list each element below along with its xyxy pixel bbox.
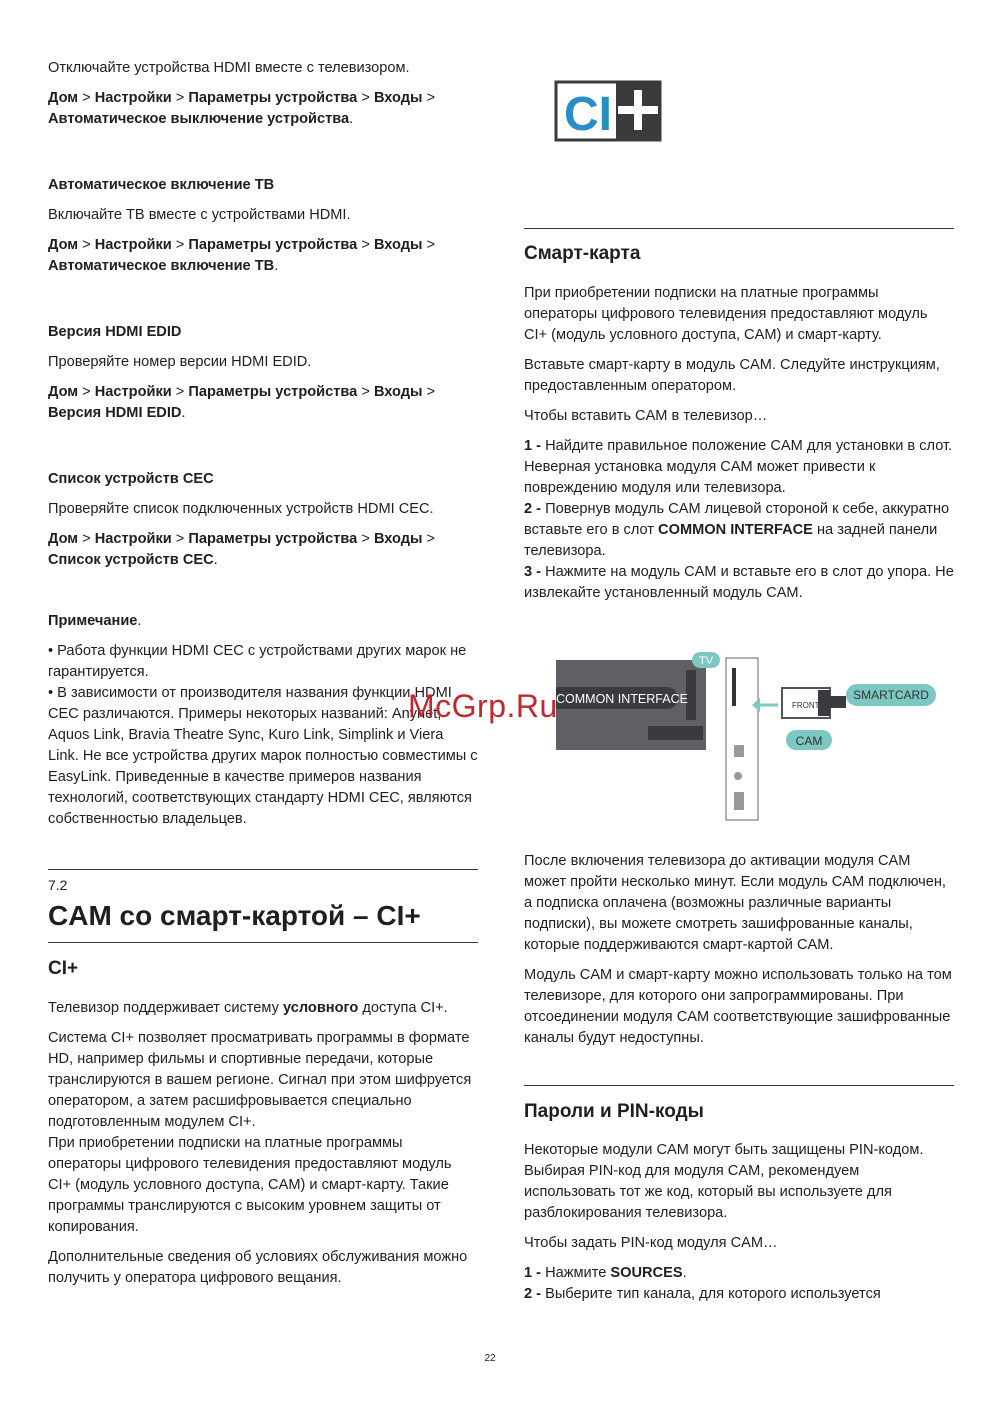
hdmi-edid-text: Проверяйте номер версии HDMI EDID. [48, 354, 312, 370]
ci-paragraph-3: При приобретении подписки на платные программы операторы цифрового телевидения предоставляют модуль CI+ (модуль условного доступа, CAM) и смарт-карту. Такие программы транслируются с высоким уровнем защиты от копирования. [48, 1135, 452, 1235]
ci-plus-logo-graphic [554, 80, 664, 144]
pin-heading: Пароли и PIN-коды [524, 1101, 704, 1122]
after-paragraph-1: После включения телевизора до активации модуля CAM может пройти несколько минут. Если модуль CAM подключен, а подписка оплачена (возможны различные варианты подписки), вы можете смотреть зашифрованные каналы, которые поддерживаются смарт-картой CAM. [524, 853, 946, 953]
pin-body [524, 1140, 954, 1305]
menu-path-auto-off: Дом > Настройки > Параметры устройства > Входы > Автоматическое выключение устройства. [48, 90, 436, 127]
common-interface-label: COMMON INTERFACE [556, 692, 688, 706]
pin-step-1: 1 - Нажмите SOURCES. [524, 1265, 687, 1281]
after-paragraph-2: Модуль CAM и смарт-карту можно использовать только на том телевизоре, для которого они запрограммированы. При отсоединении модуля CAM соответствующие зашифрованные каналы будут недоступны. [524, 967, 952, 1046]
smartcard-paragraph-1: При приобретении подписки на платные программы операторы цифрового телевидения предоставляют модуль CI+ (модуль условного доступа, CAM) и смарт-карту. [524, 285, 928, 343]
smartcard-paragraph-2: Вставьте смарт-карту в модуль CAM. Следуйте инструкциям, предоставленным оператором. [524, 357, 940, 394]
step-3: 3 - Нажмите на модуль CAM и вставьте его в слот до упора. Не извлекайте установленный модуль CAM. [524, 564, 954, 601]
pin-divider [524, 1085, 954, 1086]
smartcard-heading: Смарт-карта [524, 243, 641, 264]
ci-paragraph-2: Система CI+ позволяет просматривать программы в формате HD, например фильмы и спортивные передачи, которые транслируются в вашем регионе. Сигнал при этом шифруется оператором, а затем расшифровывается специально подготовленным модулем CI+. [48, 1030, 472, 1130]
menu-path-cec: Дом > Настройки > Параметры устройства > Входы > Список устройств CEC. [48, 531, 436, 568]
note-heading: Примечание. [48, 613, 142, 629]
ci-plus-logo [554, 80, 664, 144]
ci-body [48, 998, 478, 1289]
cam-label: CAM [795, 734, 823, 748]
ci-heading: CI+ [48, 958, 79, 979]
hdmi-off-text: Отключайте устройства HDMI вместе с телевизором. [48, 60, 410, 76]
auto-tv-on-heading: Автоматическое включение ТВ [48, 177, 275, 193]
page-number: 22 [484, 1353, 496, 1364]
note-bullet-2: • В зависимости от производителя названия функции HDMI CEC различаются. Примеры некоторых названий: Anynet, Aquos Link, Bravia Theatre Sync, Kuro Link, Simplink и Viera Link. Не все устройства других марок полностью совместимы с EasyLink. Приведенные в качестве примеров названия технологий, соответствующих стандарту HDMI CEC, являются собственностью владельцев. [48, 685, 478, 827]
tv-badge-label: TV [698, 655, 714, 667]
subsection-divider [48, 942, 478, 943]
cam-insertion-diagram [556, 650, 946, 825]
step-2: 2 - Повернув модуль CAM лицевой стороной к себе, аккуратно вставьте его в слот COMMON INTERFACE на задней панели телевизора. [524, 501, 950, 559]
smartcard-divider [524, 228, 954, 229]
smartcard-body [524, 283, 954, 604]
pin-paragraph-2: Чтобы задать PIN-код модуля CAM… [524, 1235, 778, 1251]
cec-list-heading: Список устройств CEC [48, 471, 214, 487]
pin-paragraph-1: Некоторые модули CAM могут быть защищены PIN-кодом. Выбирая PIN-код для модуля CAM, рекомендуем использовать тот же код, который вы используете для разблокирования телевизора. [524, 1142, 924, 1221]
step-1: 1 - Найдите правильное положение CAM для установки в слот. Неверная установка модуля CAM может привести к повреждению модуля или телевизора. [524, 438, 953, 496]
auto-tv-on-text: Включайте ТВ вместе с устройствами HDMI. [48, 207, 351, 223]
cam-front-label: FRONT [792, 701, 820, 710]
ci-paragraph-4: Дополнительные сведения об условиях обслуживания можно получить у оператора цифрового вещания. [48, 1249, 468, 1286]
cec-list-text: Проверяйте список подключенных устройств HDMI CEC. [48, 501, 434, 517]
menu-path-edid: Дом > Настройки > Параметры устройства > Входы > Версия HDMI EDID. [48, 384, 436, 421]
section-divider [48, 869, 478, 870]
after-install-body [524, 851, 954, 1049]
cam-diagram-graphic [556, 650, 946, 825]
section-title: CAM со смарт-картой – CI+ [48, 900, 421, 931]
hdmi-edid-heading: Версия HDMI EDID [48, 324, 182, 340]
menu-path-auto-on: Дом > Настройки > Параметры устройства > Входы > Автоматическое включение ТВ. [48, 237, 436, 274]
ci-paragraph-1: Телевизор поддерживает систему условного доступа CI+. [48, 1000, 448, 1016]
section-number: 7.2 [48, 877, 68, 893]
note-bullet-1: • Работа функции HDMI CEC с устройствами других марок не гарантируется. [48, 643, 467, 680]
smartcard-label: SMARTCARD [853, 688, 929, 702]
watermark: McGrp.Ru [408, 688, 558, 724]
svg-text:CI: CI [564, 88, 612, 141]
pin-step-2: 2 - Выберите тип канала, для которого используется [524, 1286, 881, 1302]
smartcard-paragraph-3: Чтобы вставить CAM в телевизор… [524, 408, 768, 424]
